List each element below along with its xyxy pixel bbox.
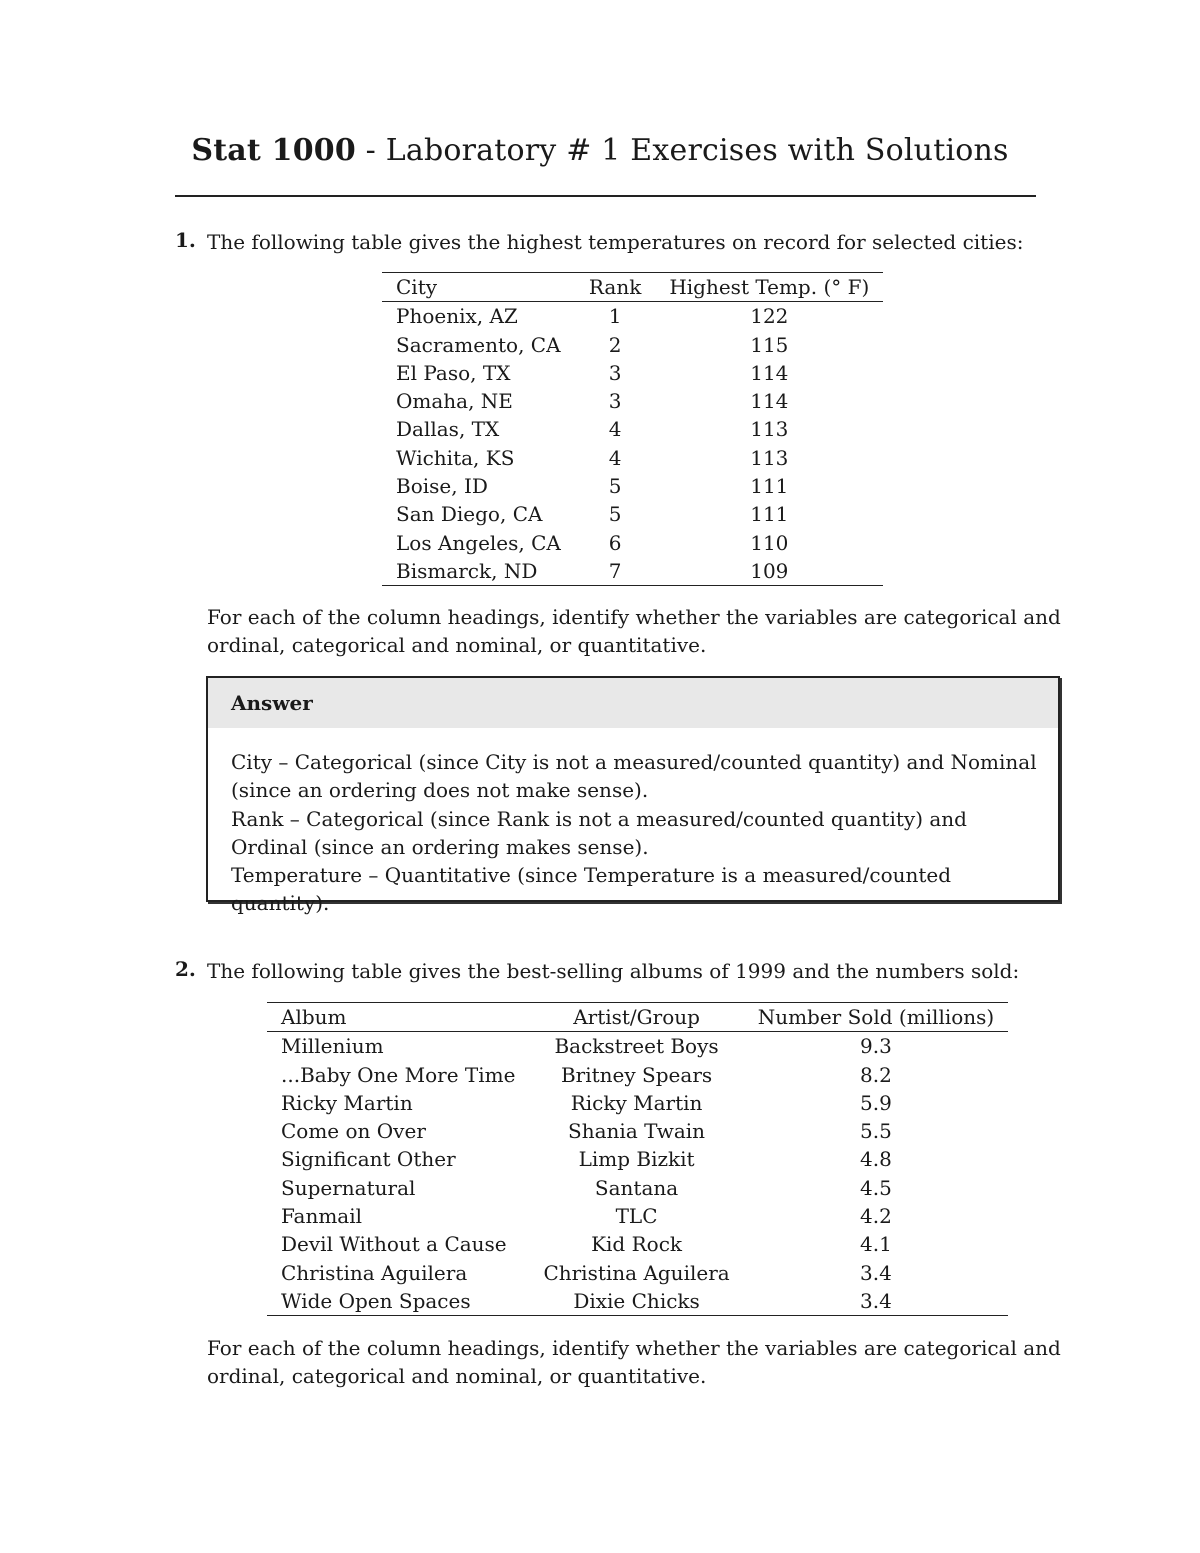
column-header-city: City: [396, 275, 438, 299]
cell-sold: 4.8: [860, 1147, 892, 1172]
title-rest: - Laboratory # 1 Exercises with Solutions: [355, 133, 1009, 168]
cell-sold: 4.5: [860, 1175, 892, 1200]
table-row: [267, 1202, 1008, 1230]
column-header-highest-temp: Highest Temp. (° F): [669, 275, 870, 299]
cell-artist: Kid Rock: [591, 1232, 683, 1257]
cell-album: Supernatural: [281, 1175, 416, 1200]
cell-rank: 6: [608, 530, 622, 555]
answer-line-temperature: Temperature – Quantitative (since Temperature is a measured/counted quantity).: [231, 863, 952, 916]
cell-rank: 4: [608, 445, 622, 470]
page-title: [0, 133, 1200, 168]
temperature-table: [382, 272, 883, 586]
cell-city: Wichita, KS: [396, 445, 515, 470]
cell-city: Omaha, NE: [396, 389, 513, 414]
title-rule: [175, 195, 1036, 197]
cell-city: Dallas, TX: [396, 417, 500, 442]
question-2-prompt: For each of the column headings, identify whether the variables are categorical and ordinal, categorical and nominal, or quantitative.: [207, 1336, 1061, 1388]
answer-box: [206, 676, 1060, 916]
cell-sold: 9.3: [860, 1034, 892, 1059]
cell-temp: 114: [750, 389, 789, 414]
cell-artist: Ricky Martin: [570, 1090, 703, 1115]
column-header-rank: Rank: [588, 275, 642, 299]
cell-album: Devil Without a Cause: [281, 1232, 507, 1257]
cell-temp: 111: [750, 474, 789, 499]
cell-sold: 3.4: [744, 1287, 1009, 1316]
cell-sold: 8.2: [860, 1062, 892, 1087]
cell-rank: 2: [608, 332, 622, 357]
table-row: [267, 1230, 1008, 1258]
answer-heading: Answer: [208, 678, 1058, 728]
table-header-row: [267, 1003, 1008, 1032]
answer-line-city: City – Categorical (since City is not a measured/counted quantity) and Nominal (since an ordering does not make sense).: [231, 750, 1037, 803]
cell-album: Ricky Martin: [281, 1090, 413, 1115]
cell-temp: 113: [750, 445, 789, 470]
table-row: [267, 1287, 1008, 1316]
table-row: [267, 1174, 1008, 1202]
table-row: [382, 529, 883, 557]
cell-album: Come on Over: [281, 1119, 426, 1144]
cell-city: Bismarck, ND: [382, 557, 575, 586]
cell-sold: 4.1: [860, 1232, 892, 1257]
answer-line-rank: Rank – Categorical (since Rank is not a measured/counted quantity) and Ordinal (since an ordering makes sense).: [231, 806, 967, 859]
cell-temp: 115: [750, 332, 789, 357]
cell-temp: 114: [750, 360, 789, 385]
cell-artist: Dixie Chicks: [529, 1287, 743, 1316]
table-row: [382, 302, 883, 331]
table-row: [382, 387, 883, 415]
cell-rank: 7: [575, 557, 655, 586]
table-header-row: [382, 273, 883, 302]
cell-artist: Santana: [594, 1175, 679, 1200]
cell-album: Christina Aguilera: [281, 1260, 468, 1285]
column-header-album: Album: [281, 1005, 347, 1029]
cell-city: El Paso, TX: [396, 360, 511, 385]
cell-artist: Shania Twain: [568, 1119, 706, 1144]
cell-rank: 1: [608, 304, 622, 329]
cell-temp: 113: [750, 417, 789, 442]
cell-temp: 110: [750, 530, 789, 555]
cell-album: ...Baby One More Time: [281, 1062, 516, 1087]
albums-table: [267, 1002, 1008, 1316]
cell-rank: 4: [608, 417, 622, 442]
cell-album: Significant Other: [281, 1147, 456, 1172]
table-row: [382, 415, 883, 443]
cell-rank: 5: [608, 502, 622, 527]
cell-city: Los Angeles, CA: [396, 530, 561, 555]
column-header-artist: Artist/Group: [573, 1005, 700, 1029]
answer-body: [208, 728, 1058, 918]
cell-album: Wide Open Spaces: [267, 1287, 529, 1316]
table-row: [382, 359, 883, 387]
cell-city: Phoenix, AZ: [396, 304, 518, 329]
question-2-number: 2.: [175, 957, 196, 981]
table-row: [382, 331, 883, 359]
table-row: [267, 1061, 1008, 1089]
cell-sold: 5.9: [860, 1090, 892, 1115]
cell-artist: Backstreet Boys: [554, 1034, 719, 1059]
cell-city: Boise, ID: [396, 474, 488, 499]
cell-rank: 3: [608, 360, 622, 385]
cell-artist: Britney Spears: [560, 1062, 713, 1087]
cell-rank: 5: [608, 474, 622, 499]
cell-temp: 109: [655, 557, 883, 586]
cell-artist: TLC: [615, 1204, 658, 1229]
cell-temp: 122: [750, 304, 789, 329]
table-row: [267, 1259, 1008, 1287]
cell-temp: 111: [750, 502, 789, 527]
table-row: [267, 1117, 1008, 1145]
cell-sold: 4.2: [860, 1204, 892, 1229]
cell-album: Fanmail: [281, 1204, 363, 1229]
table-row: [382, 444, 883, 472]
cell-album: Millenium: [281, 1034, 384, 1059]
table-row: [382, 472, 883, 500]
cell-artist: Christina Aguilera: [543, 1260, 730, 1285]
cell-artist: Limp Bizkit: [578, 1147, 695, 1172]
table-row: [267, 1145, 1008, 1173]
cell-city: Sacramento, CA: [396, 332, 561, 357]
column-header-number-sold: Number Sold (millions): [757, 1005, 995, 1029]
cell-rank: 3: [608, 389, 622, 414]
question-1-number: 1.: [175, 228, 196, 252]
question-2-intro: The following table gives the best-selling albums of 1999 and the numbers sold:: [207, 959, 1020, 983]
table-row: [267, 1089, 1008, 1117]
question-1-prompt: For each of the column headings, identify whether the variables are categorical and ordinal, categorical and nominal, or quantitative.: [207, 605, 1061, 657]
question-1-intro: The following table gives the highest temperatures on record for selected cities:: [207, 230, 1024, 254]
table-row: [382, 557, 883, 586]
cell-sold: 5.5: [860, 1119, 892, 1144]
cell-sold: 3.4: [860, 1260, 892, 1285]
table-row: [382, 500, 883, 528]
cell-city: San Diego, CA: [396, 502, 543, 527]
table-row: [267, 1032, 1008, 1061]
title-course: Stat 1000: [191, 133, 356, 168]
